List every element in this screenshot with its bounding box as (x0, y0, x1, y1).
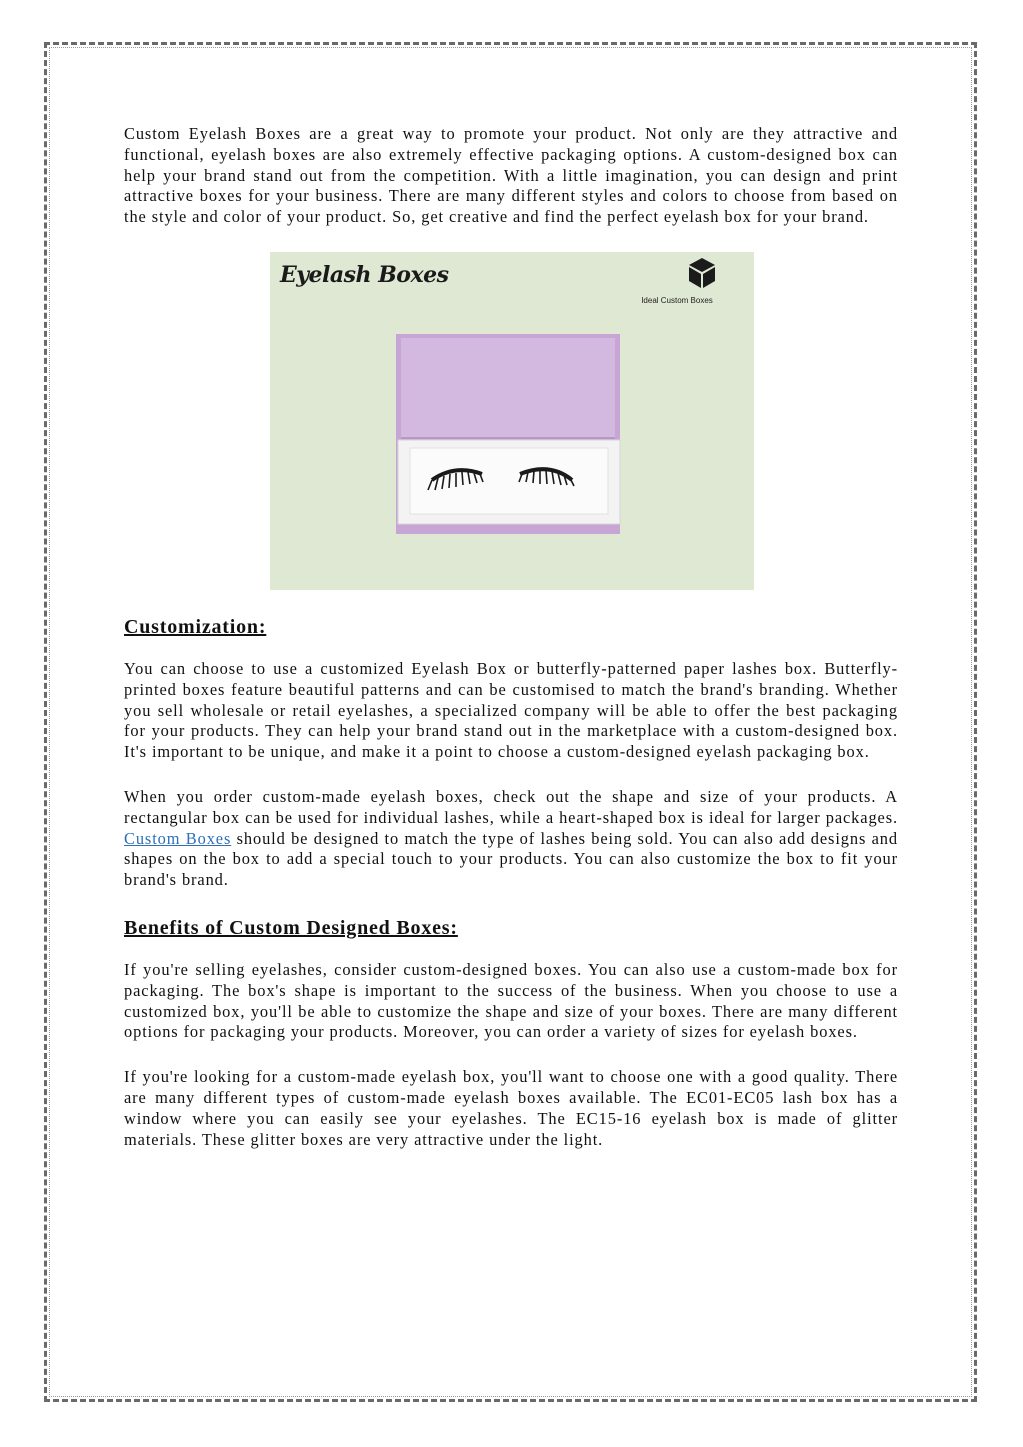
customization-paragraph-2 (124, 787, 898, 891)
customization-heading: Customization: (124, 615, 267, 638)
custom-boxes-link[interactable]: Custom Boxes (124, 828, 232, 848)
brand-logo (622, 258, 732, 305)
logo-text: Ideal Custom Boxes (641, 295, 713, 305)
box-lid-inner (401, 338, 615, 438)
intro-paragraph: Custom Eyelash Boxes are a great way to promote your product. Not only are they attractive and functional, eyelash boxes are also extremely effective packaging options. A custom-designed box can help your brand stand out from the competition. With a little imagination, you can design and print attractive boxes for your business. There are many different styles and colors to choose from based on the style and color of your product. So, get creative and find the perfect eyelash box for your brand. (124, 124, 898, 227)
figure-title: Eyelash Boxes (280, 261, 449, 288)
customization-paragraph-1: You can choose to use a customized Eyelash Box or butterfly-patterned paper lashes box. Butterfly-printed boxes feature beautiful patterns and can be customised to match the brand's branding. Whether you sell wholesale or retail eyelashes, a specialized company will be able to offer the best packaging for your products. They can help your brand stand out in the marketplace with a custom-designed box. It's important to be unique, and make it a point to choose a custom-designed eyelash packaging box. (124, 658, 898, 762)
paragraph-text: When you order custom-made eyelash boxes, check out the shape and size of your products. A rectangular box can be used for individual lashes, while a heart-shaped box is ideal for larger packages. (124, 786, 898, 827)
paragraph-text: should be designed to match the type of lashes being sold. You can also add designs and shapes on the box to add a special touch to your products. You can also customize the box to fit your brand's brand. (124, 828, 898, 890)
document-body (124, 124, 898, 1150)
benefits-heading: Benefits of Custom Designed Boxes: (124, 916, 458, 939)
eyelash-box-image (270, 252, 754, 590)
benefits-paragraph-1: If you're selling eyelashes, consider custom-designed boxes. You can also use a custom-made box for packaging. The box's shape is important to the success of the business. When you choose to use a customized box, you'll be able to customize the shape and size of your boxes. There are many different options for packaging your products. Moreover, you can order a variety of sizes for eyelash boxes. (124, 959, 898, 1042)
benefits-paragraph-2: If you're looking for a custom-made eyelash box, you'll want to choose one with a good quality. There are many different types of custom-made eyelash boxes available. The EC01-EC05 lash box has a window where you can easily see your eyelashes. The EC15-16 eyelash box is made of glitter materials. These glitter boxes are very attractive under the light. (124, 1067, 898, 1149)
